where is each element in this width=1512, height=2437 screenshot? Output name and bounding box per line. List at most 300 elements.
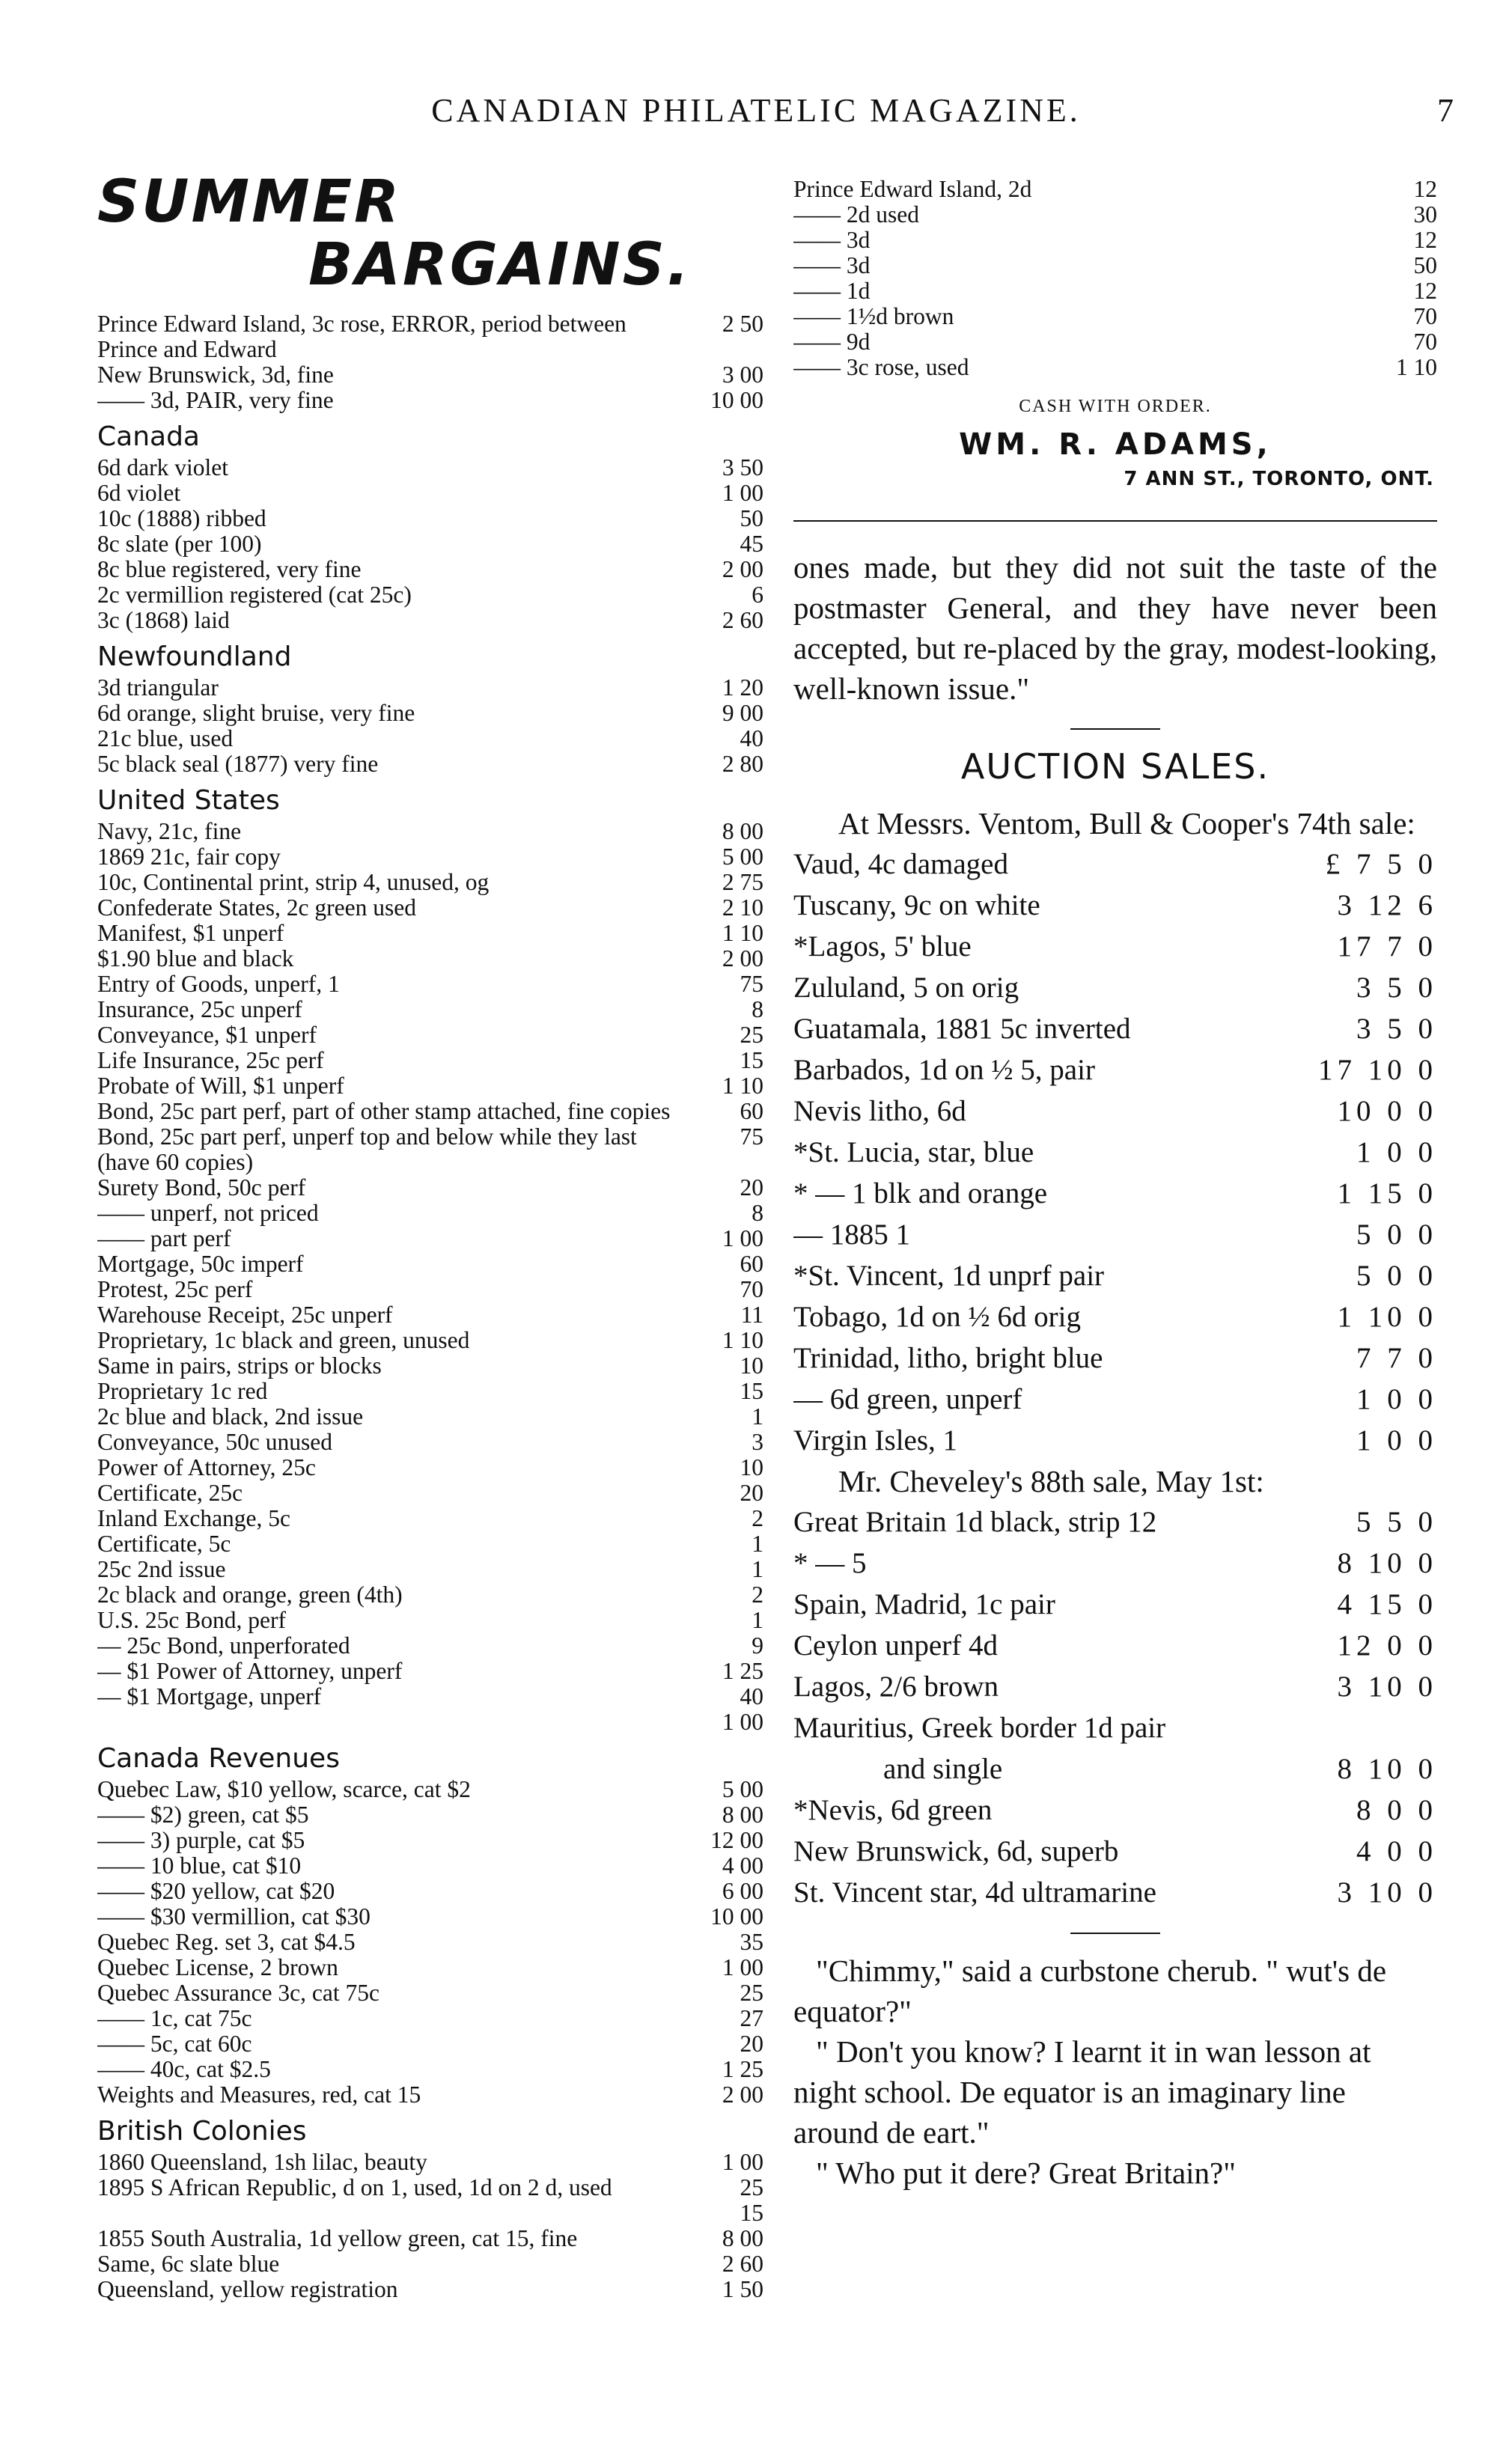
item-label: 1860 Queensland, 1sh lilac, beauty — [97, 2150, 427, 2175]
item-price: 1 — [752, 1403, 763, 1430]
item-price: 1 0 0 — [1356, 1424, 1437, 1457]
item-label: — $1 Mortgage, unperf — [97, 1684, 322, 1709]
item-label: New Brunswick, 6d, superb — [793, 1835, 1119, 1867]
list-item — [97, 1099, 763, 1124]
item-label: Entry of Goods, unperf, 1 — [97, 972, 340, 997]
list-item — [793, 253, 1437, 278]
joke-line: " Don't you know? I learnt it in wan lesson at night school. De equator is an imaginary line around de eart." — [793, 2034, 1371, 2150]
item-price: 1 25 — [722, 2056, 763, 2082]
item-label: —— 5c, cat 60c — [97, 2031, 252, 2057]
list-item — [793, 1501, 1437, 1543]
item-label: Quebec Reg. set 3, cat $4.5 — [97, 1930, 356, 1955]
list-item — [97, 608, 763, 633]
item-label: —— 3d — [793, 253, 871, 278]
item-price: 2 60 — [722, 607, 763, 633]
list-item — [97, 582, 763, 608]
list-item — [97, 1506, 763, 1531]
section-heading: Canada — [97, 421, 200, 452]
item-label: 6d orange, slight bruise, very fine — [97, 701, 415, 726]
item-label: 6d violet — [97, 481, 181, 506]
item-price: 25 — [740, 1022, 763, 1048]
list-item — [97, 2175, 763, 2200]
item-label: Certificate, 25c — [97, 1480, 243, 1506]
list-item — [793, 1049, 1437, 1091]
list-item — [97, 388, 763, 413]
item-price: 1 10 — [1395, 354, 1437, 380]
item-label: Conveyance, 50c unused — [97, 1430, 333, 1455]
list-item — [793, 1666, 1437, 1707]
item-label: 1895 S African Republic, d on 1, used, 1d on 2 d, used — [97, 2175, 612, 2200]
item-label: 21c blue, used — [97, 726, 234, 751]
section-heading: Newfoundland — [97, 641, 292, 672]
item-label: 10c, Continental print, strip 4, unused, og — [97, 870, 490, 895]
item-label: —— 3) purple, cat $5 — [97, 1828, 305, 1853]
item-label: —— 9d — [793, 329, 871, 355]
list-item — [793, 228, 1437, 253]
list-item — [97, 1022, 763, 1048]
price-sections — [97, 422, 763, 2302]
item-price: 1 10 0 — [1337, 1301, 1437, 1333]
item-label: * — 5 — [793, 1547, 867, 1579]
item-price: 30 — [1413, 201, 1437, 228]
list-item — [793, 1790, 1437, 1831]
section-heading: Canada Revenues — [97, 1743, 340, 1774]
item-label: *Lagos, 5' blue — [793, 930, 972, 963]
list-item — [793, 304, 1437, 329]
item-price: 10 00 — [710, 387, 763, 413]
item-label: Probate of Will, $1 unperf — [97, 1073, 344, 1099]
list-item — [97, 531, 763, 557]
item-price: 5 0 0 — [1356, 1260, 1437, 1292]
item-price: 17 7 0 — [1337, 930, 1437, 963]
item-label: Warehouse Receipt, 25c unperf — [97, 1302, 393, 1328]
item-label: —— 10 blue, cat $10 — [97, 1853, 302, 1879]
list-item — [97, 1879, 763, 1904]
item-label: Proprietary, 1c black and green, unused — [97, 1328, 470, 1353]
item-price: 2 50 — [722, 311, 763, 337]
list-item — [97, 675, 763, 701]
divider — [1070, 728, 1160, 730]
summer-heading: SUMMER — [97, 168, 402, 236]
item-price: 70 — [1413, 303, 1437, 329]
magazine-title: CANADIAN PHILATELIC MAGAZINE. — [431, 92, 1081, 129]
item-label: —— 3d — [793, 228, 871, 253]
list-item — [793, 355, 1437, 380]
item-price: 3 00 — [722, 362, 763, 388]
item-label: Quebec License, 2 brown — [97, 1955, 338, 1980]
item-price: 2 80 — [722, 751, 763, 777]
dealer-name: WM. R. ADAMS, — [959, 427, 1272, 462]
item-label: Quebec Assurance 3c, cat 75c — [97, 1980, 379, 2006]
right-column — [793, 177, 1437, 2193]
item-price: £ 7 5 0 — [1325, 848, 1437, 880]
list-item — [97, 1353, 763, 1379]
item-price: 2 00 — [722, 945, 763, 972]
list-item — [793, 1255, 1437, 1296]
item-price: 60 — [740, 1251, 763, 1277]
list-item — [793, 1173, 1437, 1214]
list-item — [793, 1214, 1437, 1255]
item-label: Virgin Isles, 1 — [793, 1424, 958, 1457]
list-item — [793, 1625, 1437, 1666]
list-item — [97, 1980, 763, 2006]
item-label: Insurance, 25c unperf — [97, 997, 302, 1022]
item-price: 35 — [740, 1929, 763, 1955]
list-item — [793, 177, 1437, 202]
item-label: Ceylon unperf 4d — [793, 1629, 998, 1662]
item-label: — 25c Bond, unperforated — [97, 1633, 350, 1659]
divider — [1070, 1933, 1160, 1934]
item-price: 1 — [752, 1607, 763, 1633]
item-price: 12 00 — [710, 1827, 763, 1853]
item-label: St. Vincent star, 4d ultramarine — [793, 1876, 1156, 1909]
list-item — [97, 1582, 763, 1608]
list-item — [97, 997, 763, 1022]
list-item — [97, 1328, 763, 1353]
item-price: 3 5 0 — [1356, 972, 1437, 1004]
item-label: 3c (1868) laid — [97, 608, 230, 633]
item-label: —— 2d used — [793, 202, 919, 228]
item-label: —— $30 vermillion, cat $30 — [97, 1904, 371, 1930]
item-price: 2 — [752, 1505, 763, 1531]
item-price: 5 0 0 — [1356, 1218, 1437, 1251]
item-price: 1 00 — [722, 1225, 763, 1251]
list-item — [97, 1048, 763, 1073]
list-item — [97, 1379, 763, 1404]
item-price: 2 60 — [722, 2251, 763, 2277]
item-label: *St. Lucia, star, blue — [793, 1136, 1034, 1168]
list-item — [97, 1955, 763, 1980]
item-price: 15 — [740, 1378, 763, 1404]
item-price: 8 00 — [722, 2225, 763, 2251]
item-label: Queensland, yellow registration — [97, 2277, 398, 2302]
item-price: 15 — [740, 2200, 763, 2226]
item-price: 1 10 — [722, 1327, 763, 1353]
list-item — [97, 1277, 763, 1302]
list-item — [793, 1338, 1437, 1379]
item-label: Inland Exchange, 5c — [97, 1506, 291, 1531]
item-label: Weights and Measures, red, cat 15 — [97, 2082, 421, 2108]
page-header — [0, 91, 1512, 136]
item-label: —— 1½d brown — [793, 304, 954, 329]
item-label: Tobago, 1d on ½ 6d orig — [793, 1301, 1081, 1333]
item-label: 2c blue and black, 2nd issue — [97, 1404, 364, 1430]
list-item — [793, 1748, 1437, 1790]
item-price: 50 — [740, 505, 763, 531]
list-item — [793, 1872, 1437, 1913]
item-price: 12 0 0 — [1337, 1629, 1437, 1662]
item-price: 10 — [740, 1352, 763, 1379]
item-label: Guatamala, 1881 5c inverted — [793, 1013, 1131, 1045]
item-label: — 1885 1 — [793, 1218, 910, 1251]
item-label: Life Insurance, 25c perf — [97, 1048, 324, 1073]
item-price: 20 — [740, 1480, 763, 1506]
article-paragraph: ones made, but they did not suit the taste of the postmaster General, and they have never been accepted, but re-placed by the gray, modest-looking, well-known issue." — [793, 550, 1437, 706]
list-item — [97, 895, 763, 921]
list-item — [97, 844, 763, 870]
item-label: Barbados, 1d on ½ 5, pair — [793, 1054, 1095, 1086]
item-price: 1 15 0 — [1337, 1177, 1437, 1210]
list-item — [97, 1531, 763, 1557]
pei-list — [793, 177, 1437, 380]
item-price: 15 — [740, 1047, 763, 1073]
list-item — [97, 481, 763, 506]
list-item — [793, 885, 1437, 926]
item-label: Surety Bond, 50c perf — [97, 1175, 306, 1201]
list-item — [97, 455, 763, 481]
item-label: 3d triangular — [97, 675, 219, 701]
item-price: 12 — [1413, 176, 1437, 202]
item-price: 3 5 0 — [1356, 1013, 1437, 1045]
list-item — [793, 1379, 1437, 1420]
item-label: 25c 2nd issue — [97, 1557, 226, 1582]
item-label: Quebec Law, $10 yellow, scarce, cat $2 — [97, 1777, 471, 1802]
item-price: 6 00 — [722, 1878, 763, 1904]
item-price: 1 10 — [722, 1073, 763, 1099]
item-price: 25 — [740, 1980, 763, 2006]
item-price: 1 00 — [722, 1954, 763, 1980]
list-item — [793, 1420, 1437, 1461]
list-item — [97, 1853, 763, 1879]
item-price: 17 10 0 — [1318, 1054, 1437, 1086]
list-item — [97, 1828, 763, 1853]
list-item — [97, 2251, 763, 2277]
item-label: $1.90 blue and black — [97, 946, 294, 972]
list-item — [97, 1684, 763, 1709]
list-item — [97, 921, 763, 946]
list-item — [97, 1073, 763, 1099]
item-label: 1855 South Australia, 1d yellow green, cat 15, fine — [97, 2226, 578, 2251]
item-price: 1 10 — [722, 920, 763, 946]
item-label: 2c black and orange, green (4th) — [97, 1582, 403, 1608]
list-item — [97, 1201, 763, 1226]
item-label: and single — [883, 1753, 1003, 1785]
section-heading: British Colonies — [97, 2116, 307, 2147]
item-label: —— 1c, cat 75c — [97, 2006, 252, 2031]
item-label: — $1 Power of Attorney, unperf — [97, 1659, 403, 1684]
item-label: —— 40c, cat $2.5 — [97, 2057, 271, 2082]
list-item — [97, 2031, 763, 2057]
item-label: *Nevis, 6d green — [793, 1794, 993, 1826]
item-label: *St. Vincent, 1d unprf pair — [793, 1260, 1105, 1292]
item-price: 27 — [740, 2005, 763, 2031]
item-price: 20 — [740, 1174, 763, 1201]
item-label: —— $2) green, cat $5 — [97, 1802, 309, 1828]
item-label: U.S. 25c Bond, perf — [97, 1608, 286, 1633]
item-label: Protest, 25c perf — [97, 1277, 253, 1302]
list-item — [97, 2226, 763, 2251]
list-item — [793, 1296, 1437, 1338]
item-price: 40 — [740, 1683, 763, 1709]
item-price: 8 0 0 — [1356, 1794, 1437, 1826]
item-label: Tuscany, 9c on white — [793, 889, 1040, 921]
item-label: New Brunswick, 3d, fine — [97, 362, 334, 388]
list-item — [97, 1557, 763, 1582]
item-label: —— 1d — [793, 278, 871, 304]
item-label: Vaud, 4c damaged — [793, 848, 1008, 880]
item-price: 4 00 — [722, 1852, 763, 1879]
list-item — [793, 1132, 1437, 1173]
list-item — [793, 1831, 1437, 1872]
item-price: 45 — [740, 531, 763, 557]
item-label: Confederate States, 2c green used — [97, 895, 416, 921]
dealer-address: 7 ANN ST., TORONTO, ONT. — [1124, 468, 1434, 490]
item-price: 2 — [752, 1582, 763, 1608]
item-price: 11 — [740, 1302, 763, 1328]
item-price: 10 0 0 — [1337, 1095, 1437, 1127]
list-item — [97, 1777, 763, 1802]
item-price: 5 00 — [722, 1776, 763, 1802]
list-item — [97, 819, 763, 844]
list-item — [97, 1251, 763, 1277]
cash-with-order: CASH WITH ORDER. — [1019, 397, 1212, 416]
list-item — [793, 967, 1437, 1008]
item-price: 3 — [752, 1429, 763, 1455]
list-item — [97, 1226, 763, 1251]
list-item — [97, 1175, 763, 1201]
item-price: 1 — [752, 1531, 763, 1557]
list-item — [97, 362, 763, 388]
item-price: 25 — [740, 2174, 763, 2200]
list-item — [97, 506, 763, 531]
item-label: 8c slate (per 100) — [97, 531, 262, 557]
item-price: 5 5 0 — [1356, 1506, 1437, 1538]
list-item — [97, 311, 763, 362]
item-price: 75 — [740, 1123, 763, 1150]
list-item — [97, 870, 763, 895]
item-price: 1 20 — [722, 674, 763, 701]
item-label: Prince Edward Island, 2d — [793, 177, 1032, 202]
item-label: —— unperf, not priced — [97, 1201, 319, 1226]
item-price: 40 — [740, 725, 763, 751]
sale2-list — [793, 1501, 1437, 1913]
sale1-list — [793, 844, 1437, 1461]
item-price: 8 — [752, 1200, 763, 1226]
list-item — [793, 1008, 1437, 1049]
item-price: 8 10 0 — [1337, 1753, 1437, 1785]
item-label: Great Britain 1d black, strip 12 — [793, 1506, 1157, 1538]
item-price: 3 12 6 — [1337, 889, 1437, 921]
item-price: 1 00 — [722, 2149, 763, 2175]
item-label: Lagos, 2/6 brown — [793, 1671, 999, 1703]
item-label: 6d dark violet — [97, 455, 228, 481]
item-price: 12 — [1413, 227, 1437, 253]
item-price: 70 — [1413, 329, 1437, 355]
item-label: Proprietary 1c red — [97, 1379, 268, 1404]
list-item — [793, 844, 1437, 885]
item-price: 75 — [740, 971, 763, 997]
joke-line: "Chimmy," said a curbstone cherub. " wut's de equator?" — [793, 1953, 1387, 2028]
item-label: Certificate, 5c — [97, 1531, 231, 1557]
list-item — [97, 1430, 763, 1455]
list-item — [97, 2150, 763, 2175]
item-label: Trinidad, litho, bright blue — [793, 1342, 1103, 1374]
list-item — [97, 1124, 763, 1175]
item-price: 1 0 0 — [1356, 1383, 1437, 1415]
list-item — [97, 557, 763, 582]
list-item — [97, 1455, 763, 1480]
item-label: — 6d green, unperf — [793, 1383, 1022, 1415]
item-price: 8 — [752, 996, 763, 1022]
item-price: 50 — [1413, 252, 1437, 278]
list-item — [97, 972, 763, 997]
item-price: 12 — [1413, 278, 1437, 304]
item-price: 3 10 0 — [1337, 1671, 1437, 1703]
sale-intro: At Messrs. Ventom, Bull & Cooper's 74th sale: — [838, 806, 1415, 841]
item-label: 5c black seal (1877) very fine — [97, 751, 379, 777]
item-label: 8c blue registered, very fine — [97, 557, 362, 582]
item-label: 2c vermillion registered (cat 25c) — [97, 582, 412, 608]
item-price: 70 — [740, 1276, 763, 1302]
list-item — [97, 2057, 763, 2082]
list-item — [793, 926, 1437, 967]
list-item — [97, 1480, 763, 1506]
item-label: * — 1 blk and orange — [793, 1177, 1048, 1210]
item-price: 1 0 0 — [1356, 1136, 1437, 1168]
list-item — [97, 1802, 763, 1828]
list-item — [97, 946, 763, 972]
list-item — [793, 278, 1437, 304]
item-price: 3 50 — [722, 454, 763, 481]
list-item — [793, 202, 1437, 228]
item-price: 8 10 0 — [1337, 1547, 1437, 1579]
item-price: 8 00 — [722, 818, 763, 844]
item-price: 10 — [740, 1454, 763, 1480]
joke-line: " Who put it dere? Great Britain?" — [816, 2156, 1236, 2190]
item-label: —— 3c rose, used — [793, 355, 969, 380]
item-price: 20 — [740, 2031, 763, 2057]
list-item — [97, 1659, 763, 1684]
section-heading: United States — [97, 785, 280, 816]
item-label: Mauritius, Greek border 1d pair — [793, 1712, 1166, 1744]
list-item — [97, 1633, 763, 1659]
item-label: 1869 21c, fair copy — [97, 844, 281, 870]
item-price: 1 50 — [722, 2276, 763, 2302]
item-label: Bond, 25c part perf, unperf top and below while they last (have 60 copies) — [97, 1124, 637, 1175]
list-item — [97, 2006, 763, 2031]
item-price: 2 75 — [722, 869, 763, 895]
page-number: 7 — [1437, 92, 1454, 129]
item-price: 6 — [752, 582, 763, 608]
item-label: Navy, 21c, fine — [97, 819, 242, 844]
divider — [793, 520, 1437, 522]
list-item — [97, 1904, 763, 1930]
item-price: 2 00 — [722, 556, 763, 582]
item-label: Spain, Madrid, 1c pair — [793, 1588, 1055, 1620]
item-price: 2 10 — [722, 894, 763, 921]
list-item — [97, 1930, 763, 1955]
item-label: —— 3d, PAIR, very fine — [97, 388, 334, 413]
list-item — [97, 2082, 763, 2108]
item-label: —— $20 yellow, cat $20 — [97, 1879, 335, 1904]
list-item — [97, 726, 763, 751]
item-label: Same in pairs, strips or blocks — [97, 1353, 382, 1379]
item-label: Mortgage, 50c imperf — [97, 1251, 304, 1277]
item-price: 4 15 0 — [1337, 1588, 1437, 1620]
list-item — [793, 1584, 1437, 1625]
item-price: 7 7 0 — [1356, 1342, 1437, 1374]
list-item — [793, 1543, 1437, 1584]
sale-intro: Mr. Cheveley's 88th sale, May 1st: — [838, 1464, 1264, 1498]
item-label: 10c (1888) ribbed — [97, 506, 266, 531]
joke-text — [793, 1950, 1437, 2193]
item-label: Conveyance, $1 unperf — [97, 1022, 317, 1048]
item-price: 1 25 — [722, 1658, 763, 1684]
list-item — [793, 1707, 1437, 1748]
list-item — [97, 1404, 763, 1430]
item-price: 2 00 — [722, 2081, 763, 2108]
list-item — [793, 1091, 1437, 1132]
